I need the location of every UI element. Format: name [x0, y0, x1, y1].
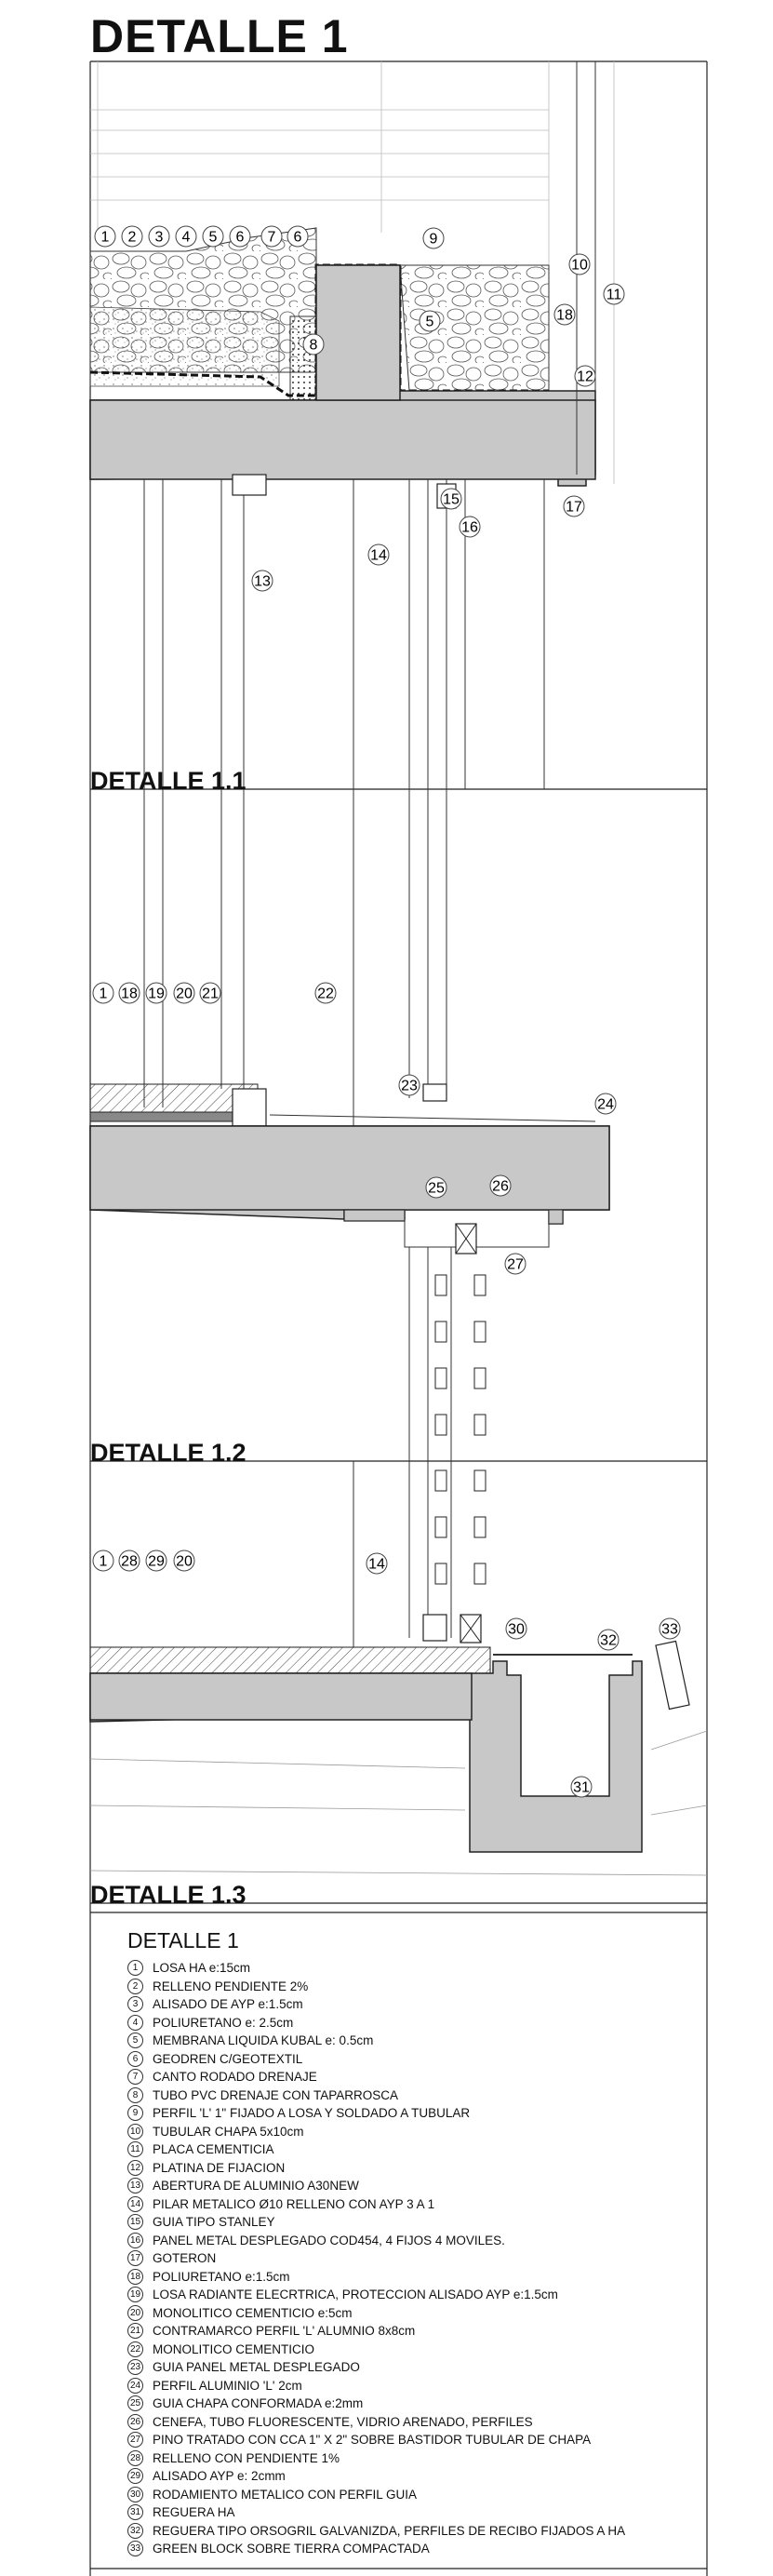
callout-number: 1: [99, 1553, 108, 1570]
legend-item-text: PINO TRATADO CON CCA 1" X 2" SOBRE BASTIDOR TUBULAR DE CHAPA: [153, 2433, 592, 2448]
section-title-1-2: DETALLE 1.2: [90, 1439, 247, 1467]
legend-item-text: GREEN BLOCK SOBRE TIERRA COMPACTADA: [153, 2542, 430, 2556]
callout-marker: [93, 983, 113, 1003]
legend-item-number: 14: [127, 2196, 143, 2212]
page-title: DETALLE 1: [90, 10, 349, 62]
callout-number: 33: [661, 1621, 678, 1638]
legend-item: [127, 2268, 723, 2287]
callout-number: 15: [443, 491, 460, 508]
legend-item-number: 21: [127, 2323, 143, 2339]
legend-item: [127, 2322, 723, 2341]
callout-number: 11: [606, 287, 622, 303]
detail-1-area: [90, 61, 614, 789]
legend-item: [127, 2522, 723, 2541]
legend-item: [127, 2431, 723, 2449]
legend-item: [127, 2413, 723, 2432]
callout-marker: [146, 983, 167, 1003]
legend-item: [127, 1959, 723, 1978]
legend-title: DETALLE 1: [127, 1928, 239, 1952]
legend-item-number: 25: [127, 2395, 143, 2411]
legend-item: [127, 2014, 723, 2033]
callout-marker: [122, 226, 142, 247]
legend-item: [127, 2195, 723, 2214]
callout-marker: [575, 366, 595, 386]
legend-item: [127, 1978, 723, 1996]
legend-item-number: 22: [127, 2341, 143, 2357]
legend-item: [127, 2540, 723, 2558]
legend-item-number: 6: [127, 2051, 143, 2067]
callout-marker: [660, 1618, 680, 1639]
legend-item-number: 31: [127, 2504, 143, 2520]
legend-item: [127, 2177, 723, 2195]
legend-item: [127, 2249, 723, 2268]
callout-marker: [174, 983, 194, 1003]
callout-number: 2: [127, 229, 137, 246]
legend-item: [127, 2086, 723, 2105]
callout-marker: [176, 226, 196, 247]
legend-list: [127, 1959, 723, 2558]
legend-item-number: 12: [127, 2160, 143, 2176]
callout-number: 20: [176, 1553, 193, 1570]
legend: [127, 1928, 723, 2558]
callout-number: 9: [429, 231, 438, 248]
callout-marker: [203, 226, 223, 247]
legend-item-text: MONOLITICO CEMENTICIO: [153, 2341, 315, 2356]
legend-item-number: 11: [127, 2141, 143, 2157]
callout-number: 14: [370, 547, 387, 564]
legend-item-text: CENEFA, TUBO FLUORESCENTE, VIDRIO ARENADO, PERFILES: [153, 2414, 533, 2429]
callout-number: 18: [121, 986, 138, 1002]
legend-item-text: ALISADO DE AYP e:1.5cm: [153, 1997, 303, 2012]
callout-marker: [149, 226, 169, 247]
callout-marker: [146, 1550, 167, 1571]
legend-item-number: 30: [127, 2487, 143, 2502]
callout-number: 12: [577, 369, 593, 385]
callout-number: 13: [254, 573, 271, 590]
callout-number: 8: [309, 337, 318, 354]
legend-item-number: 13: [127, 2178, 143, 2194]
callout-marker: [367, 1553, 387, 1574]
legend-item-number: 19: [127, 2287, 143, 2302]
legend-item-number: 29: [127, 2468, 143, 2484]
legend-item-text: GOTERON: [153, 2251, 217, 2266]
legend-item-text: PERFIL 'L' 1" FIJADO A LOSA Y SOLDADO A TUBULAR: [153, 2106, 471, 2121]
callout-number: 3: [154, 229, 164, 246]
section-title-1-1: DETALLE 1.1: [90, 767, 247, 795]
callout-marker: [426, 1177, 446, 1198]
legend-item-number: 5: [127, 2033, 143, 2048]
legend-item: [127, 2286, 723, 2304]
legend-item-text: RELLENO PENDIENTE 2%: [153, 1979, 309, 1993]
legend-item-number: 27: [127, 2432, 143, 2448]
callout-number: 5: [208, 229, 218, 246]
legend-item-text: ABERTURA DE ALUMINIO A30NEW: [153, 2179, 359, 2194]
legend-item-text: GUIA TIPO STANLEY: [153, 2215, 275, 2230]
legend-item-text: PLACA CEMENTICIA: [153, 2142, 274, 2157]
callout-number: 27: [507, 1256, 524, 1273]
legend-item-text: PILAR METALICO Ø10 RELLENO CON AYP 3 A 1: [153, 2196, 435, 2211]
callout-marker: [119, 983, 140, 1003]
legend-item: [127, 2232, 723, 2250]
callout-marker: [315, 983, 336, 1003]
callout-number: 22: [317, 986, 334, 1002]
callout-number: 17: [566, 499, 582, 516]
legend-item-number: 18: [127, 2269, 143, 2285]
legend-item-text: GEODREN C/GEOTEXTIL: [153, 2051, 303, 2066]
callout-number: 32: [600, 1632, 617, 1649]
legend-item-text: PANEL METAL DESPLEGADO COD454, 4 FIJOS 4 MOVILES.: [153, 2233, 505, 2247]
callout-number: 16: [461, 519, 478, 536]
legend-item-number: 2: [127, 1979, 143, 1994]
callout-marker: [595, 1093, 616, 1114]
callout-number: 14: [368, 1556, 385, 1573]
callout-number: 18: [556, 307, 573, 324]
callout-number: 23: [401, 1078, 418, 1094]
section-title-1-3: DETALLE 1.3: [90, 1881, 247, 1909]
legend-item-text: TUBO PVC DRENAJE CON TAPARROSCA: [153, 2087, 399, 2102]
legend-item-number: 1: [127, 1960, 143, 1976]
callout-marker: [554, 304, 575, 325]
legend-item-text: REGUERA TIPO ORSOGRIL GALVANIZDA, PERFILES DE RECIBO FIJADOS A HA: [153, 2523, 626, 2538]
legend-item: [127, 2104, 723, 2123]
legend-item-number: 33: [127, 2541, 143, 2556]
callout-number: 4: [181, 229, 191, 246]
legend-item: [127, 2159, 723, 2178]
legend-item: [127, 1995, 723, 2014]
legend-item-text: LOSA RADIANTE ELECRTRICA, PROTECCION ALISADO AYP e:1.5cm: [153, 2288, 558, 2302]
legend-item: [127, 2068, 723, 2086]
callout-marker: [571, 1777, 592, 1797]
callout-marker: [230, 226, 250, 247]
callout-marker: [598, 1630, 619, 1650]
legend-item-number: 10: [127, 2124, 143, 2140]
callout-marker: [399, 1075, 420, 1095]
legend-item-text: MEMBRANA LIQUIDA KUBAL e: 0.5cm: [153, 2033, 374, 2048]
legend-item-number: 23: [127, 2359, 143, 2375]
legend-item: [127, 2377, 723, 2395]
legend-item: [127, 2467, 723, 2486]
callout-number: 19: [148, 986, 165, 1002]
legend-item-number: 16: [127, 2233, 143, 2248]
callout-marker: [604, 284, 624, 304]
callout-number: 24: [597, 1096, 614, 1113]
legend-item-text: RODAMIENTO METALICO CON PERFIL GUIA: [153, 2487, 418, 2502]
detail-1-2-area: [90, 1461, 707, 1875]
legend-item-number: 9: [127, 2105, 143, 2121]
callout-number: 7: [267, 229, 276, 246]
legend-item: [127, 2050, 723, 2069]
legend-item-number: 20: [127, 2305, 143, 2321]
callout-number: 28: [121, 1553, 138, 1570]
legend-item: [127, 2123, 723, 2141]
callout-marker: [93, 1550, 113, 1571]
callout-marker: [303, 334, 324, 355]
callout-number: 6: [235, 229, 245, 246]
legend-item-number: 8: [127, 2087, 143, 2103]
callout-marker: [261, 226, 282, 247]
callout-number: 5: [425, 314, 434, 330]
legend-item-text: REGUERA HA: [153, 2505, 235, 2520]
legend-item-text: CANTO RODADO DRENAJE: [153, 2070, 317, 2085]
callout-marker: [368, 544, 389, 565]
callout-marker: [506, 1618, 526, 1639]
callout-number: 10: [571, 257, 588, 274]
callout-marker: [423, 228, 444, 248]
callout-marker: [569, 254, 590, 275]
legend-item-number: 32: [127, 2523, 143, 2539]
legend-item-text: POLIURETANO e: 2.5cm: [153, 2015, 294, 2030]
legend-item-number: 15: [127, 2214, 143, 2230]
legend-item-text: LOSA HA e:15cm: [153, 1961, 251, 1976]
legend-item: [127, 2213, 723, 2232]
callout-number: 20: [176, 986, 193, 1002]
legend-item-text: TUBULAR CHAPA 5x10cm: [153, 2124, 304, 2139]
legend-item-text: CONTRAMARCO PERFIL 'L' ALUMNIO 8x8cm: [153, 2324, 416, 2339]
legend-item-text: RELLENO CON PENDIENTE 1%: [153, 2450, 340, 2465]
legend-item-number: 4: [127, 2015, 143, 2031]
legend-item-text: POLIURETANO e:1.5cm: [153, 2269, 290, 2284]
callout-marker: [119, 1550, 140, 1571]
callout-number: 1: [99, 986, 108, 1002]
callout-marker: [420, 311, 440, 331]
callout-marker: [490, 1175, 511, 1196]
callout-marker: [441, 489, 461, 509]
callout-number: 25: [428, 1180, 445, 1197]
legend-item-number: 3: [127, 1996, 143, 2012]
callout-marker: [174, 1550, 194, 1571]
legend-item-number: 28: [127, 2450, 143, 2466]
legend-item-text: ALISADO AYP e: 2cmm: [153, 2469, 286, 2484]
legend-item: [127, 2140, 723, 2159]
legend-item: [127, 2358, 723, 2377]
callout-marker: [564, 496, 584, 517]
legend-item-number: 26: [127, 2414, 143, 2430]
callout-number: 1: [100, 229, 110, 246]
callout-marker: [252, 570, 273, 591]
legend-item: [127, 2503, 723, 2522]
legend-item-text: PLATINA DE FIJACION: [153, 2160, 286, 2175]
callout-number: 30: [508, 1621, 525, 1638]
callout-marker: [95, 226, 115, 247]
callout-marker: [200, 983, 220, 1003]
legend-item-text: GUIA PANEL METAL DESPLEGADO: [153, 2360, 360, 2375]
detail-1-1-area: [90, 789, 609, 1461]
legend-item: [127, 2449, 723, 2468]
legend-item: [127, 2341, 723, 2359]
legend-item: [127, 2486, 723, 2504]
legend-item: [127, 2395, 723, 2413]
legend-item-text: MONOLITICO CEMENTICIO e:5cm: [153, 2305, 353, 2320]
legend-item: [127, 2304, 723, 2323]
legend-item-number: 7: [127, 2069, 143, 2085]
callout-marker: [287, 226, 308, 247]
legend-item: [127, 2032, 723, 2050]
callout-number: 6: [293, 229, 302, 246]
callout-marker: [505, 1254, 526, 1274]
callout-marker: [460, 517, 480, 537]
legend-item-text: PERFIL ALUMINIO 'L' 2cm: [153, 2378, 302, 2393]
callout-number: 26: [492, 1178, 509, 1195]
callout-number: 31: [573, 1779, 590, 1796]
legend-item-number: 17: [127, 2250, 143, 2266]
callout-number: 29: [148, 1553, 165, 1570]
callout-number: 21: [202, 986, 219, 1002]
legend-item-number: 24: [127, 2378, 143, 2394]
legend-item-text: GUIA CHAPA CONFORMADA e:2mm: [153, 2396, 364, 2411]
